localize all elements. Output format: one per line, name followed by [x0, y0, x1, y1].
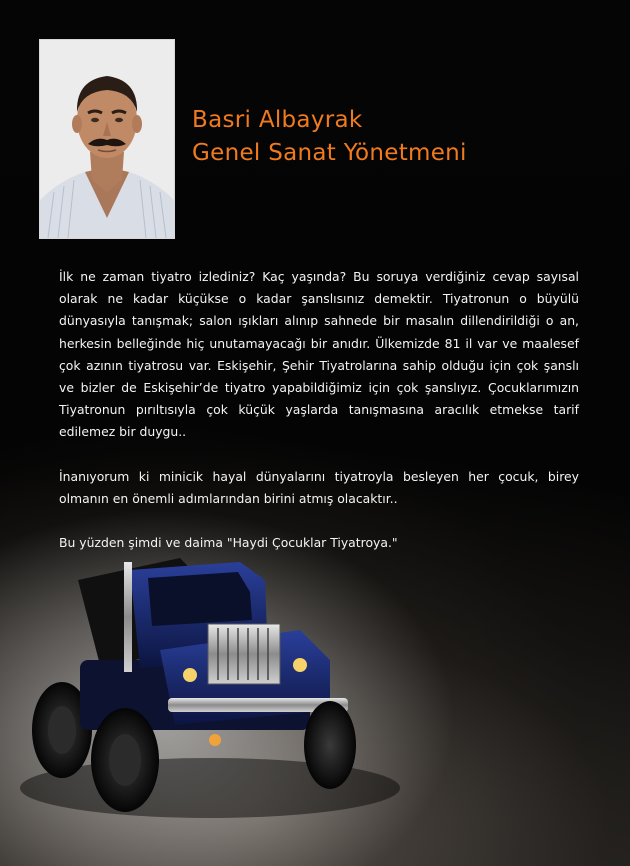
body-text: [59, 266, 579, 554]
portrait-photo: [39, 39, 175, 239]
paragraph-3: Bu yüzden şimdi ve daima "Haydi Çocuklar Tiyatroya.": [59, 535, 398, 551]
portrait-illustration: [40, 40, 174, 238]
toy-truck-image: [0, 540, 630, 866]
paragraph-1: İlk ne zaman tiyatro izlediniz? Kaç yaşında? Bu soruya verdiğiniz cevap sayısal olarak ne kadar küçükse o kadar şanslısınız demektir. Tiyatronun o büyülü dünyasıyla tanışmak; salon ışıkları alınıp sahnede bir masalın dillendirildiği o an, herkesin belleğinde hiç unutamayacağı bir anıdır. Ülkemizde 81 il var ve maalesef çok azının tiyatrosu var. Eskişehir, Şehir Tiyatrolarına sahip olduğu için çok şanslı ve bizler de Eskişehir’de tiyatro yapabildiğimiz için çok şanslıyız. Çocuklarımızın Tiyatronun pırıltısıyla çok küçük yaşlarda tanışmasına aracılık etmekse tarif edilemez bir duygu..: [59, 269, 579, 440]
person-title: Genel Sanat Yönetmeni: [192, 140, 467, 166]
person-name: Basri Albayrak: [192, 107, 363, 133]
name-block: [192, 104, 467, 170]
paragraph-2: İnanıyorum ki minicik hayal dünyalarını tiyatroyla besleyen her çocuk, birey olmanın en önemli adımlarından birini atmış olacaktır..: [59, 468, 579, 506]
